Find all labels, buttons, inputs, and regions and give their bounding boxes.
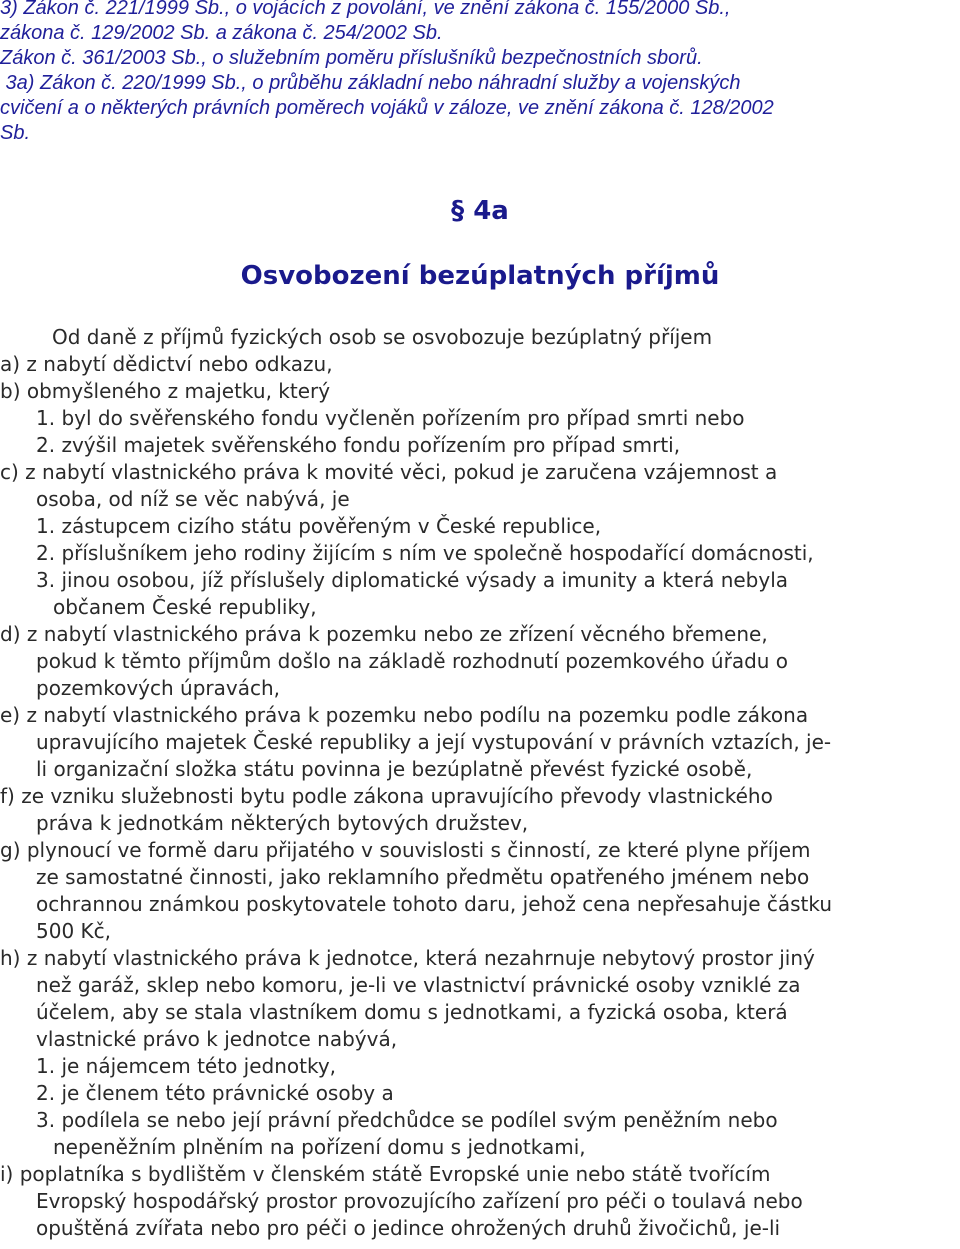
body-line: 1. byl do svěřenského fondu vyčleněn pořízením pro případ smrti nebo — [36, 406, 745, 430]
body-line: 2. je členem této právnické osoby a — [36, 1081, 394, 1105]
body-line: li organizační složka státu povinna je bezúplatně převést fyzické osobě, — [36, 757, 753, 781]
body-line: a) z nabytí dědictví nebo odkazu, — [0, 352, 333, 376]
footnote-line: cvičení a o některých právních poměrech vojáků v záloze, ve znění zákona č. 128/2002 — [0, 97, 774, 119]
footnote-line: 3a) Zákon č. 220/1999 Sb., o průběhu základní nebo náhradní služby a vojenských — [0, 72, 741, 94]
body-line: ze samostatné činnosti, jako reklamního předmětu opatřeného jménem nebo — [36, 865, 810, 889]
body-line: 1. je nájemcem této jednotky, — [36, 1054, 337, 1078]
section-number: § 4a — [451, 196, 509, 226]
body-line: Od daně z příjmů fyzických osob se osvobozuje bezúplatný příjem — [52, 325, 713, 349]
body-line: pozemkových úpravách, — [36, 676, 280, 700]
body-line: než garáž, sklep nebo komoru, je-li ve vlastnictví právnické osoby vzniklé za — [36, 973, 801, 997]
body-line: pokud k těmto příjmům došlo na základě rozhodnutí pozemkového úřadu o — [36, 649, 789, 673]
body-line: ochrannou známkou poskytovatele tohoto daru, jehož cena nepřesahuje částku — [36, 892, 833, 916]
body-line: Evropský hospodářský prostor provozujícího zařízení pro péči o toulavá nebo — [36, 1189, 803, 1213]
body-line: 1. zástupcem cizího státu pověřeným v České republice, — [36, 514, 602, 538]
section-body — [0, 324, 960, 1242]
body-line: e) z nabytí vlastnického práva k pozemku nebo podílu na pozemku podle zákona — [0, 703, 809, 727]
body-line: 2. příslušníkem jeho rodiny žijícím s ním ve společně hospodařící domácnosti, — [36, 541, 814, 565]
body-line: i) poplatníka s bydlištěm v členském státě Evropské unie nebo státě tvořícím — [0, 1162, 771, 1186]
body-line: d) z nabytí vlastnického práva k pozemku nebo ze zřízení věcného břemene, — [0, 622, 768, 646]
body-line: osoba, od níž se věc nabývá, je — [36, 487, 350, 511]
footnote-line: 3) Zákon č. 221/1999 Sb., o vojácích z povolání, ve znění zákona č. 155/2000 Sb., — [0, 0, 731, 19]
footnotes — [0, 0, 958, 146]
body-line: účelem, aby se stala vlastníkem domu s jednotkami, a fyzická osoba, která — [36, 1000, 788, 1024]
body-line: nepeněžním plněním na pořízení domu s jednotkami, — [53, 1135, 586, 1159]
body-line: b) obmyšleného z majetku, který — [0, 379, 331, 403]
body-line: práva k jednotkám některých bytových družstev, — [36, 811, 529, 835]
body-line: vlastnické právo k jednotce nabývá, — [36, 1027, 398, 1051]
footnote-line: Sb. — [0, 122, 31, 144]
section-title: Osvobození bezúplatných příjmů — [240, 261, 720, 291]
body-line: občanem České republiky, — [53, 595, 317, 619]
body-line: h) z nabytí vlastnického práva k jednotce, která nezahrnuje nebytový prostor jiný — [0, 946, 815, 970]
body-line: 2. zvýšil majetek svěřenského fondu pořízením pro případ smrti, — [36, 433, 681, 457]
body-line: g) plynoucí ve formě daru přijatého v souvislosti s činností, ze které plyne příjem — [0, 838, 811, 862]
body-line: opuštěná zvířata nebo pro péči o jedince ohrožených druhů živočichů, je-li — [36, 1216, 781, 1240]
footnote-line: zákona č. 129/2002 Sb. a zákona č. 254/2002 Sb. — [0, 22, 443, 44]
body-line: c) z nabytí vlastnického práva k movité věci, pokud je zaručena vzájemnost a — [0, 460, 778, 484]
body-line: upravujícího majetek České republiky a její vystupování v právních vztazích, je- — [36, 730, 832, 754]
body-line: f) ze vzniku služebnosti bytu podle zákona upravujícího převody vlastnického — [0, 784, 773, 808]
body-line: 3. podílela se nebo její právní předchůdce se podílel svým peněžním nebo — [36, 1108, 778, 1132]
body-line: 3. jinou osobou, jíž příslušely diplomatické výsady a imunity a která nebyla — [36, 568, 789, 592]
footnote-line: Zákon č. 361/2003 Sb., o služebním poměru příslušníků bezpečnostních sborů. — [0, 47, 703, 69]
body-line: 500 Kč, — [36, 919, 111, 943]
